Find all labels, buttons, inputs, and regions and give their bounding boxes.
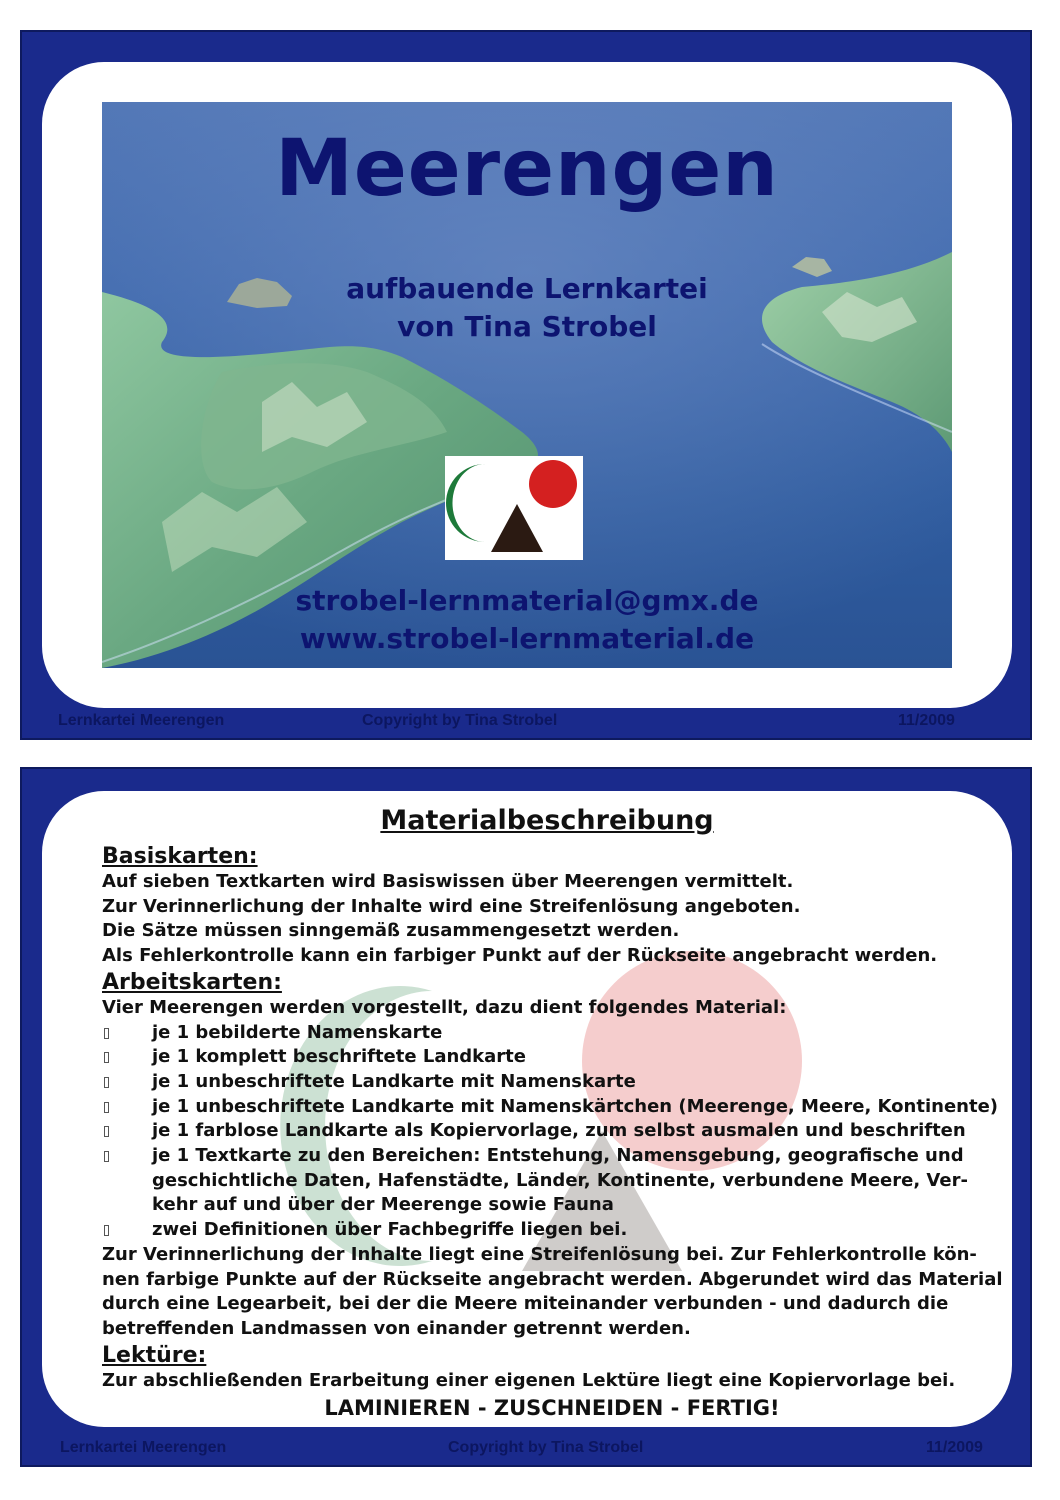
list-item	[102, 1144, 1002, 1169]
list-item-text: je 1 Textkarte zu den Bereichen: Entstehung, Namensgebung, geografische und	[152, 1145, 964, 1167]
description-card	[20, 767, 1032, 1467]
footer-left: Lernkartei Meerengen	[60, 1439, 227, 1456]
cover-subtitle-line2: von Tina Strobel	[397, 310, 657, 343]
bullet-box-icon	[104, 1151, 109, 1162]
footer-center: Copyright by Tina Strobel	[448, 1439, 644, 1456]
list-item-continuation	[102, 1169, 1002, 1194]
description-card-inner	[42, 791, 1012, 1427]
footer-right: 11/2009	[898, 712, 955, 729]
arbeit-closing-line: nen farbige Punkte auf der Rückseite angebracht werden. Abgerundet wird das Material	[102, 1268, 1003, 1290]
list-item-text: je 1 unbeschriftete Landkarte mit Namenskarte	[152, 1070, 636, 1092]
cover-website[interactable]: www.strobel-lernmaterial.de	[299, 622, 755, 655]
lektuere-line: Zur abschließenden Erarbeitung einer eigenen Lektüre liegt eine Kopiervorlage bei.	[102, 1369, 956, 1391]
crescent-circle-triangle-logo-icon	[445, 456, 583, 560]
list-item-text: geschichtliche Daten, Hafenstädte, Länder, Kontinente, verbundene Meere, Ver-	[152, 1169, 968, 1191]
description-footer	[22, 1437, 1030, 1459]
cover-title: Meerengen	[275, 124, 779, 214]
section-heading-basis: Basiskarten:	[102, 844, 258, 869]
list-item-continuation	[102, 1193, 1002, 1218]
bullet-box-icon	[104, 1077, 109, 1088]
cover-footer	[22, 710, 1030, 732]
bullet-box-icon	[104, 1102, 109, 1113]
list-item	[102, 1095, 1002, 1120]
cover-contact	[102, 582, 952, 658]
arbeit-closing-line: durch eine Legearbeit, bei der die Meere miteinander verbunden - und dadurch die	[102, 1293, 949, 1315]
final-instruction: LAMINIEREN - ZUSCHNEIDEN - FERTIG!	[324, 1396, 780, 1421]
list-item-text: je 1 komplett beschriftete Landkarte	[152, 1046, 526, 1068]
footer-right: 11/2009	[926, 1439, 983, 1456]
list-item-text: je 1 farblose Landkarte als Kopiervorlage, zum selbst ausmalen und beschriften	[152, 1120, 966, 1142]
section-heading-lektuere: Lektüre:	[102, 1342, 207, 1368]
cover-card	[20, 30, 1032, 740]
list-item	[102, 1070, 1002, 1095]
basis-line: Auf sieben Textkarten wird Basiswissen über Meerengen vermittelt.	[102, 871, 794, 892]
cover-subtitle-line1: aufbauende Lernkartei	[346, 272, 708, 305]
bullet-box-icon	[104, 1028, 109, 1039]
list-item	[102, 1218, 1002, 1243]
arbeit-closing-line: Zur Verinnerlichung der Inhalte liegt eine Streifenlösung bei. Zur Fehlerkontrolle kön-	[102, 1243, 977, 1265]
basis-line: Als Fehlerkontrolle kann ein farbiger Punkt auf der Rückseite angebracht werden.	[102, 945, 938, 967]
material-description	[102, 799, 1002, 1422]
list-item-text: zwei Definitionen über Fachbegriffe liegen bei.	[152, 1219, 628, 1241]
bullet-box-icon	[104, 1052, 109, 1063]
description-title: Materialbeschreibung	[380, 805, 714, 836]
list-item	[102, 1021, 1002, 1046]
list-item-text: kehr auf und über der Meerenge sowie Fauna	[152, 1194, 614, 1216]
basis-line: Die Sätze müssen sinngemäß zusammengesetzt werden.	[102, 920, 680, 942]
cover-card-inner	[42, 62, 1012, 708]
list-item-text: je 1 unbeschriftete Landkarte mit Namenskärtchen (Meerenge, Meere, Kontinente)	[152, 1095, 999, 1117]
logo-graphic	[445, 456, 583, 560]
footer-center: Copyright by Tina Strobel	[362, 712, 558, 729]
arbeit-intro: Vier Meerengen werden vorgestellt, dazu dient folgendes Material:	[102, 996, 787, 1018]
list-item	[102, 1045, 1002, 1070]
arbeit-closing-line: betreffenden Landmassen von einander getrennt werden.	[102, 1317, 691, 1339]
bullet-box-icon	[104, 1225, 109, 1236]
cover-subtitle	[102, 270, 952, 346]
bullet-box-icon	[104, 1126, 109, 1137]
footer-left: Lernkartei Meerengen	[58, 712, 225, 729]
list-item-text: je 1 bebilderte Namenskarte	[152, 1021, 443, 1043]
section-heading-arbeit: Arbeitskarten:	[102, 969, 282, 995]
satellite-strait-image	[102, 102, 952, 668]
list-item	[102, 1119, 1002, 1144]
basis-line: Zur Verinnerlichung der Inhalte wird eine Streifenlösung angeboten.	[102, 895, 801, 917]
cover-email[interactable]: strobel-lernmaterial@gmx.de	[295, 584, 759, 617]
